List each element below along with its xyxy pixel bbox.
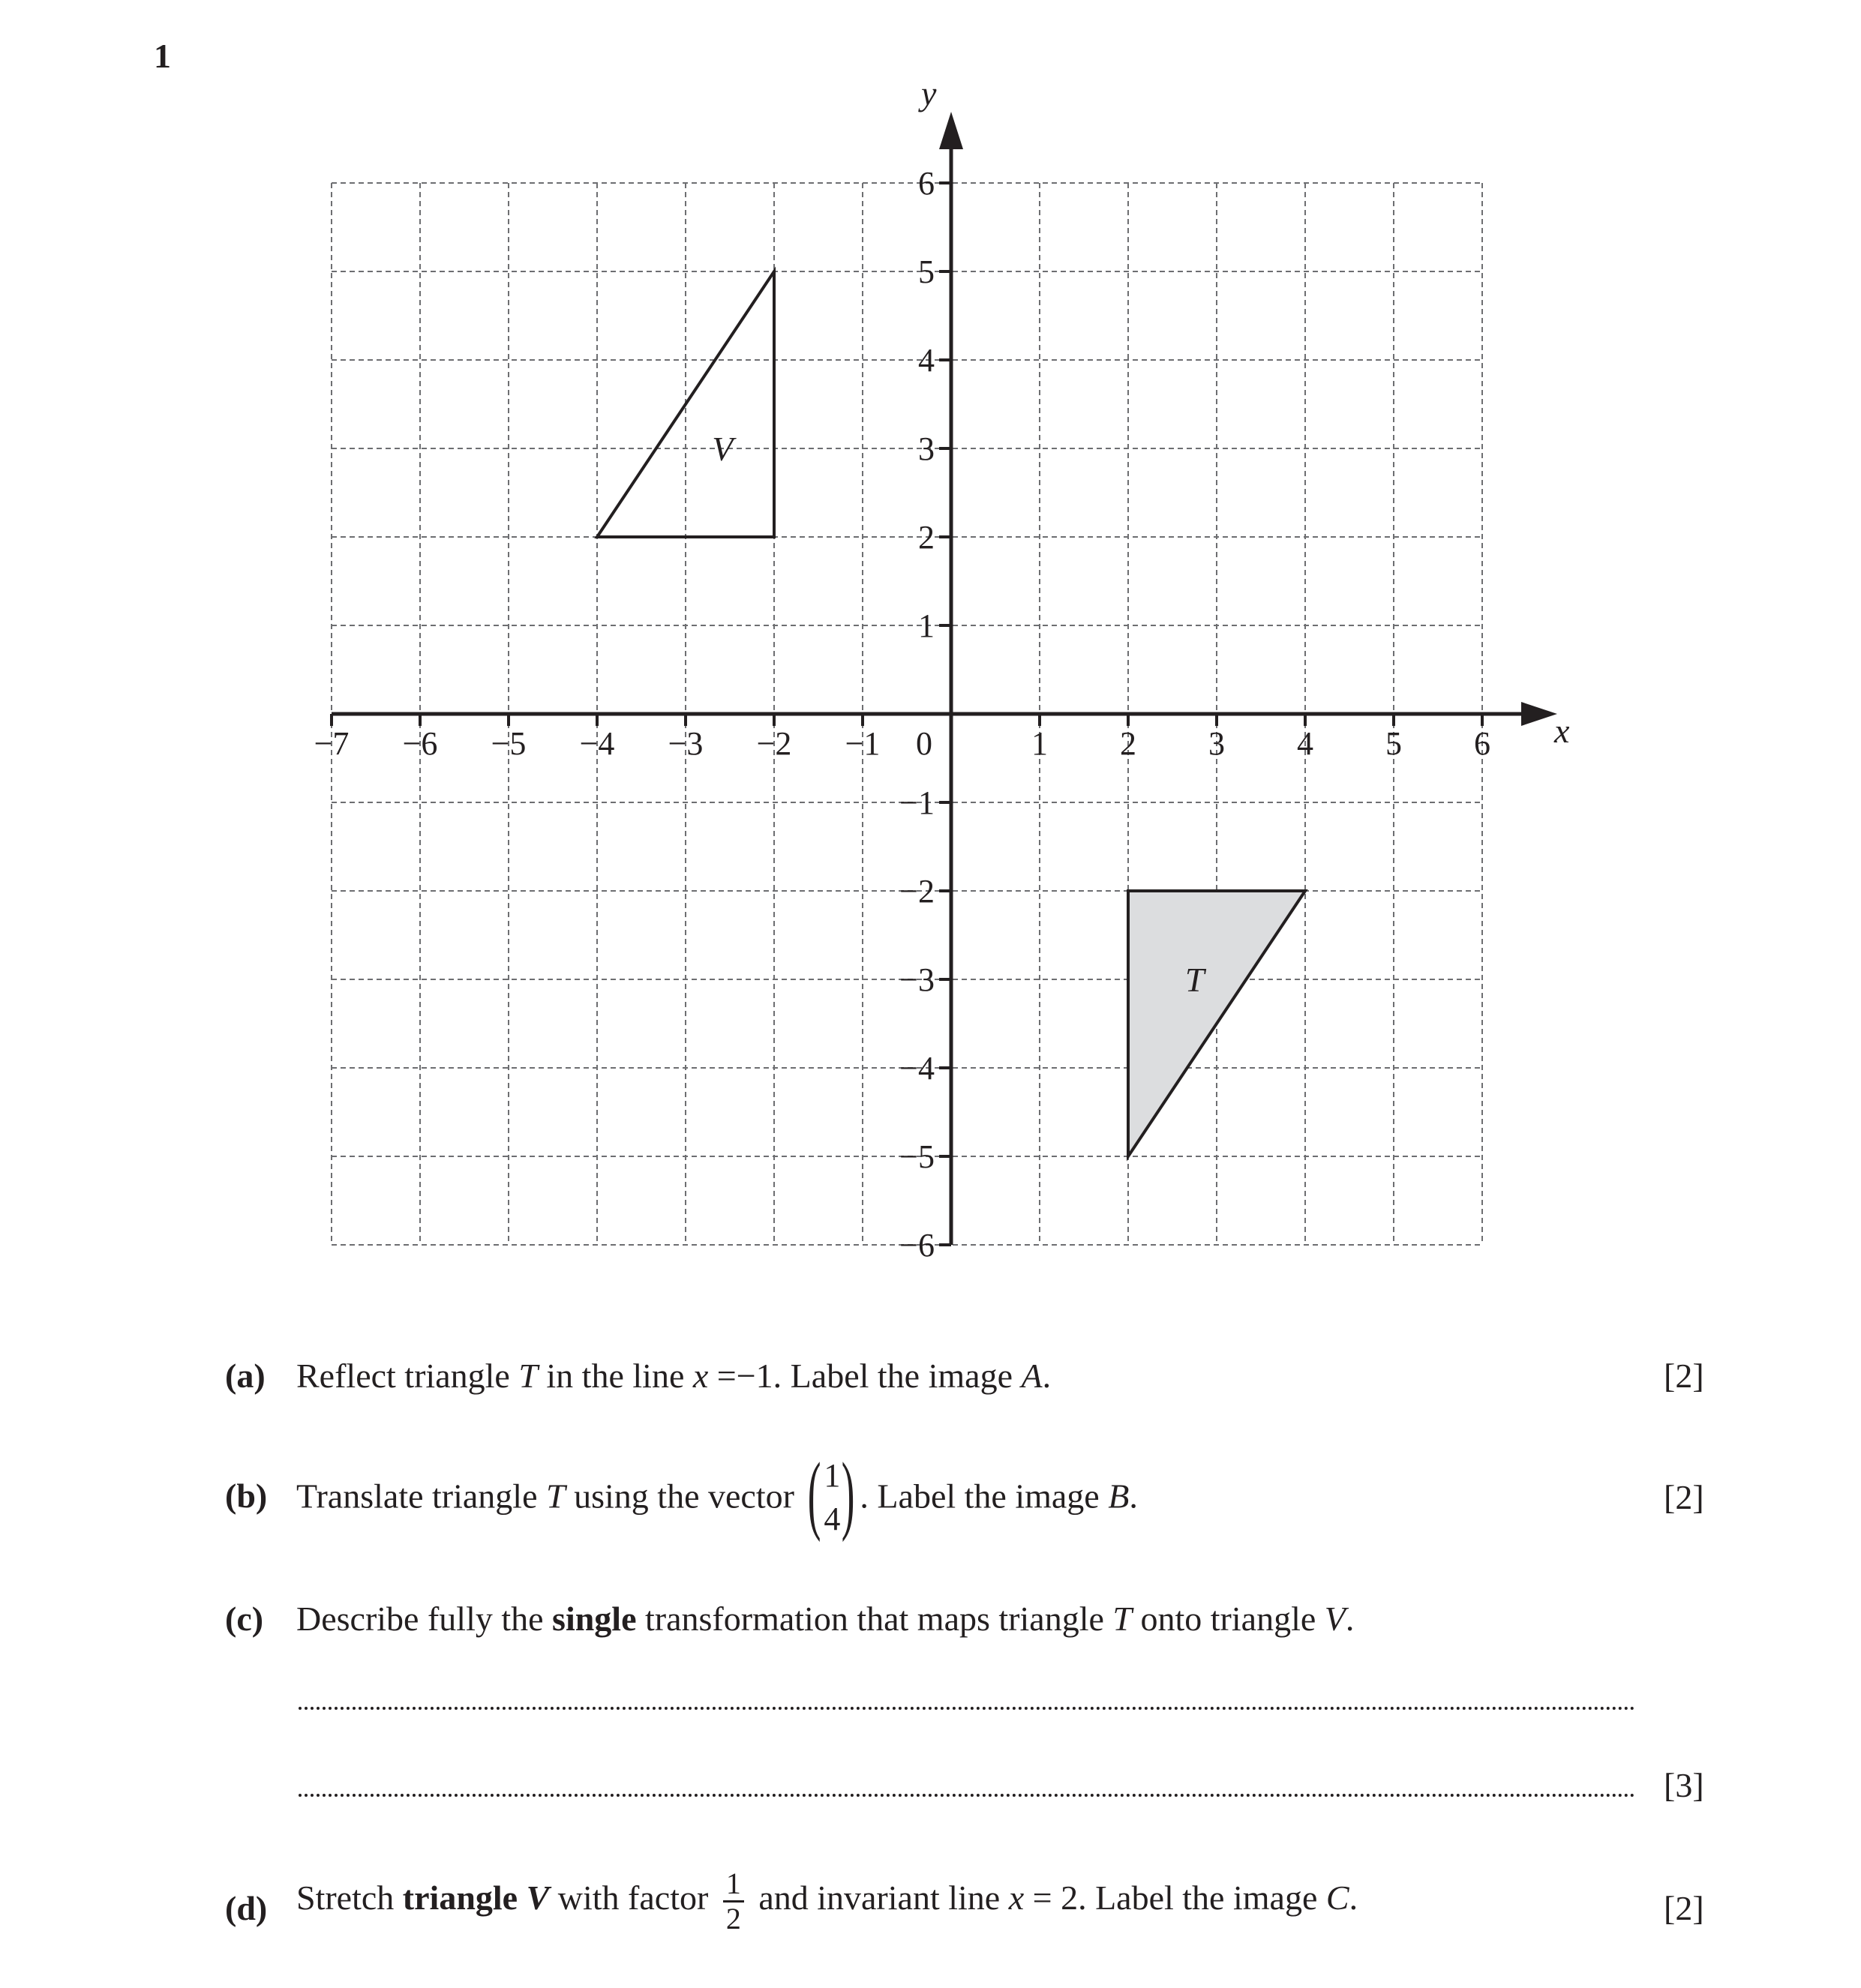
part-b-text: Translate triangle T using the vector ( 1 4 ) . Label the image B. xyxy=(296,1455,1138,1545)
fraction-one-half: $\frac{1}{2}$ xyxy=(723,1867,744,1936)
x-tick-label: −4 xyxy=(579,725,615,762)
y-tick-label: 1 xyxy=(918,607,935,644)
part-d-label: (d) xyxy=(225,1889,268,1927)
answer-line-1[interactable] xyxy=(299,1707,1635,1710)
origin-label: 0 xyxy=(916,725,932,762)
y-axis-arrow xyxy=(939,112,963,149)
x-tick-label: 2 xyxy=(1120,725,1136,762)
y-tick-label: 6 xyxy=(918,165,935,202)
x-tick-label: −2 xyxy=(756,725,792,762)
part-a-marks: [2] xyxy=(1664,1357,1704,1395)
y-axis-label: y xyxy=(921,74,937,112)
answer-line-2[interactable] xyxy=(299,1794,1635,1797)
x-tick-label: −1 xyxy=(845,725,881,762)
x-axis-arrow xyxy=(1521,702,1557,726)
x-tick-label: 5 xyxy=(1385,725,1402,762)
axes xyxy=(332,112,1557,1245)
y-tick-label: 2 xyxy=(918,519,935,556)
part-c-text: Describe fully the single transformation that maps triangle T onto triangle V. xyxy=(296,1600,1355,1638)
y-tick-label: −4 xyxy=(899,1050,935,1087)
x-tick-label: 1 xyxy=(1031,725,1048,762)
x-tick-label: 4 xyxy=(1297,725,1313,762)
y-tick-label: 5 xyxy=(918,253,935,290)
part-a-label: (a) xyxy=(225,1357,266,1395)
triangle-t xyxy=(1128,891,1305,1156)
x-tick-label: −5 xyxy=(491,725,527,762)
y-tick-label: −2 xyxy=(899,873,935,910)
y-tick-label: −1 xyxy=(899,784,935,821)
triangle-t-label: T xyxy=(1184,961,1205,999)
part-c-label: (c) xyxy=(225,1600,264,1638)
x-tick-label: 3 xyxy=(1208,725,1225,762)
y-tick-label: 4 xyxy=(918,342,935,379)
y-tick-label: −3 xyxy=(899,961,935,998)
part-d-text: Stretch triangle V with factor $\frac{1}{2}$ and invariant line x = 2. Label the image C. xyxy=(296,1867,1358,1936)
x-tick-label: −3 xyxy=(668,725,704,762)
triangle-v-label: V xyxy=(712,430,734,468)
part-a-text: Reflect triangle T in the line x =−1. Label the image A. xyxy=(296,1357,1052,1395)
part-c-marks: [3] xyxy=(1664,1766,1704,1804)
y-tick-label: −6 xyxy=(899,1227,935,1264)
part-b-marks: [2] xyxy=(1664,1478,1704,1516)
x-axis-label: x xyxy=(1554,712,1570,750)
part-b-label: (b) xyxy=(225,1477,268,1515)
y-tick-label: −5 xyxy=(899,1138,935,1175)
column-vector: ( 1 4 ) xyxy=(808,1444,855,1543)
x-tick-label: −6 xyxy=(402,725,438,762)
y-tick-label: 3 xyxy=(918,430,935,467)
question-number: 1 xyxy=(154,37,171,75)
part-d-marks: [2] xyxy=(1664,1889,1704,1927)
x-tick-label: −7 xyxy=(314,725,350,762)
x-tick-label: 6 xyxy=(1474,725,1490,762)
